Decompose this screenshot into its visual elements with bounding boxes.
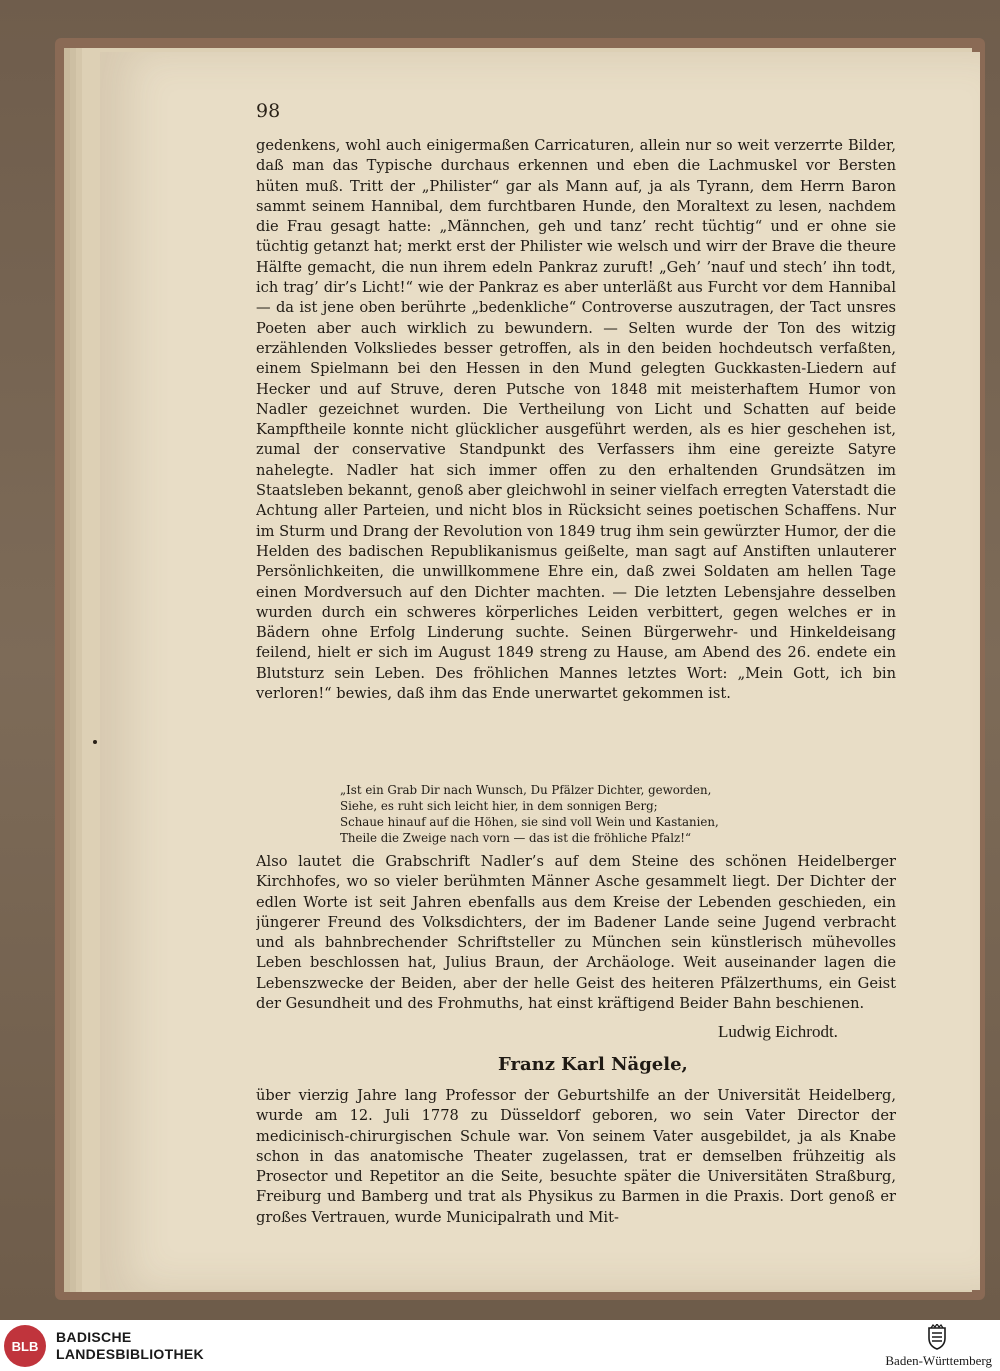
epitaph-verse	[340, 782, 840, 846]
verse-line-1: „Ist ein Grab Dir nach Wunsch, Du Pfälzer Dichter, geworden,	[340, 783, 712, 797]
footer-bar	[0, 1320, 1000, 1371]
paragraph-2: Also lautet die Grabschrift Nadler’s auf dem Steine des schönen Heidelberger Kirchhofes, wo so vieler berühmten Männer Asche gesammelt liegt. Der Dichter der edlen Worte ist seit Jahren ebenfalls aus dem Kreise der Lebenden geschieden, ein jüngerer Freund des Volksdichters, der im Badener Lande seine Jugend verbracht und als bahnbrechender Schriftsteller zu München sein künstlerisch mühevolles Leben beschlossen hat, Julius Braun, der Archäologe. Weit auseinander lagen die Lebenszwecke der Beiden, aber der helle Geist des heiteren Pfälzerthums, ein Geist der Gesundheit und des Frohmuths, hat einst kräftigend Beider Bahn beschienen.	[256, 853, 896, 1013]
margin-mark	[93, 740, 97, 744]
library-name-line-1: BADISCHE	[56, 1329, 132, 1345]
section-heading: Franz Karl Nägele,	[498, 1054, 688, 1075]
library-name-line-2: LANDESBIBLIOTHEK	[56, 1346, 204, 1362]
page-number: 98	[256, 100, 281, 122]
paragraph-3: über vierzig Jahre lang Professor der Geburtshilfe an der Universität Heidelberg, wurde am 12. Juli 1778 zu Düsseldorf geboren, wo sein Vater Director der medicinisch-chirurgischen Schule war. Von seinem Vater ausgebildet, ja als Knabe schon in das anatomische Theater zugelassen, trat er demselben frühzeitig als Prosector und Repetitor an die Seite, besuchte später die Universitäten Straßburg, Freiburg und Bamberg und trat als Physikus zu Barmen in die Praxis. Dort genoß er großes Vertrauen, wurde Municipalrath und Mit-	[256, 1087, 896, 1226]
paragraph-1: gedenkens, wohl auch einigermaßen Carricaturen, allein nur so weit verzerrte Bilder, daß man das Typische durchaus erkennen und eben die Lachmuskel vor Bersten hüten muß. Tritt der „Philister“ gar als Mann auf, ja als Tyrann, dem Herrn Baron sammt seinem Hannibal, dem furchtbaren Hunde, den Moraltext zu lesen, nachdem die Frau gesagt hatte: „Männchen, geh und tanz’ recht tüchtig“ und er ohne sie tüchtig getanzt hat; merkt erst der Philister wie welsch und wirr der Brave die theure Hälfte gemacht, die nun ihrem edeln Pankraz zuruft! „Geh’ ’nauf und stech’ ihn todt, ich trag’ dir’s Licht!“ wie der Pankraz es aber unterläßt aus Furcht vor dem Hannibal — da ist jene oben berührte „bedenkliche“ Controverse auszutragen, der Tact unsres Poeten aber auch wirklich zu bewundern. — Selten wurde der Ton des witzig erzählenden Volksliedes besser getroffen, als in den beiden hochdeutsch verfaßten, einem Spielmann bei den Hessen in den Mund gelegten Guckkasten-Liedern auf Hecker und auf Struve, deren Putsche von 1848 mit meisterhaftem Humor von Nadler gezeichnet wurden. Die Vertheilung von Licht und Schatten auf beide Kampftheile konnte nicht glücklicher ausgeführt werden, als es hier geschehen ist, zumal der conservative Standpunkt des Verfassers ihm eine gereizte Satyre nahelegte. Nadler hat sich immer offen zu den erhaltenden Grundsätzen im Staatsleben bekannt, genoß aber gleichwohl in seiner vielfach erregten Vaterstadt die Achtung aller Parteien, und nicht blos in Rücksicht seines poetischen Schaffens. Nur im Sturm und Drang der Revolution von 1849 trug ihm sein gewürzter Humor, der die Helden des badischen Republikanismus geißelte, man sagt auf Anstiften unlauterer Persönlichkeiten, die unwillkommene Ehre ein, daß zwei Soldaten am hellen Tage einen Mordversuch auf den Dichter machten. — Die letzten Lebensjahre desselben wurden durch ein schweres körperliches Leiden verbittert, gegen welches er in Bädern ohne Erfolg Linderung suchte. Seinen Bürgerwehr- und Hinkeldeisang feilend, hielt er sich im August 1849 streng zu Hause, am Abend des 26. endete ein Blutsturz sein Leben. Des fröhlichen Mannes letztes Wort: „Mein Gott, ich bin verloren!“ bewies, daß ihm das Ende unerwartet gekommen ist.	[256, 137, 896, 703]
verse-line-4: Theile die Zweige nach vorn — das ist die fröhliche Pfalz!“	[340, 831, 692, 845]
author-signature: Ludwig Eichrodt.	[718, 1022, 838, 1041]
library-name[interactable]	[56, 1329, 204, 1363]
blb-logo[interactable]: BLB	[4, 1325, 46, 1367]
state-name: Baden-Württemberg	[885, 1353, 992, 1368]
coat-of-arms-icon	[925, 1324, 949, 1350]
verse-line-3: Schaue hinauf auf die Höhen, sie sind voll Wein und Kastanien,	[340, 815, 719, 829]
verse-line-2: Siehe, es ruht sich leicht hier, in dem sonnigen Berg;	[340, 799, 658, 813]
